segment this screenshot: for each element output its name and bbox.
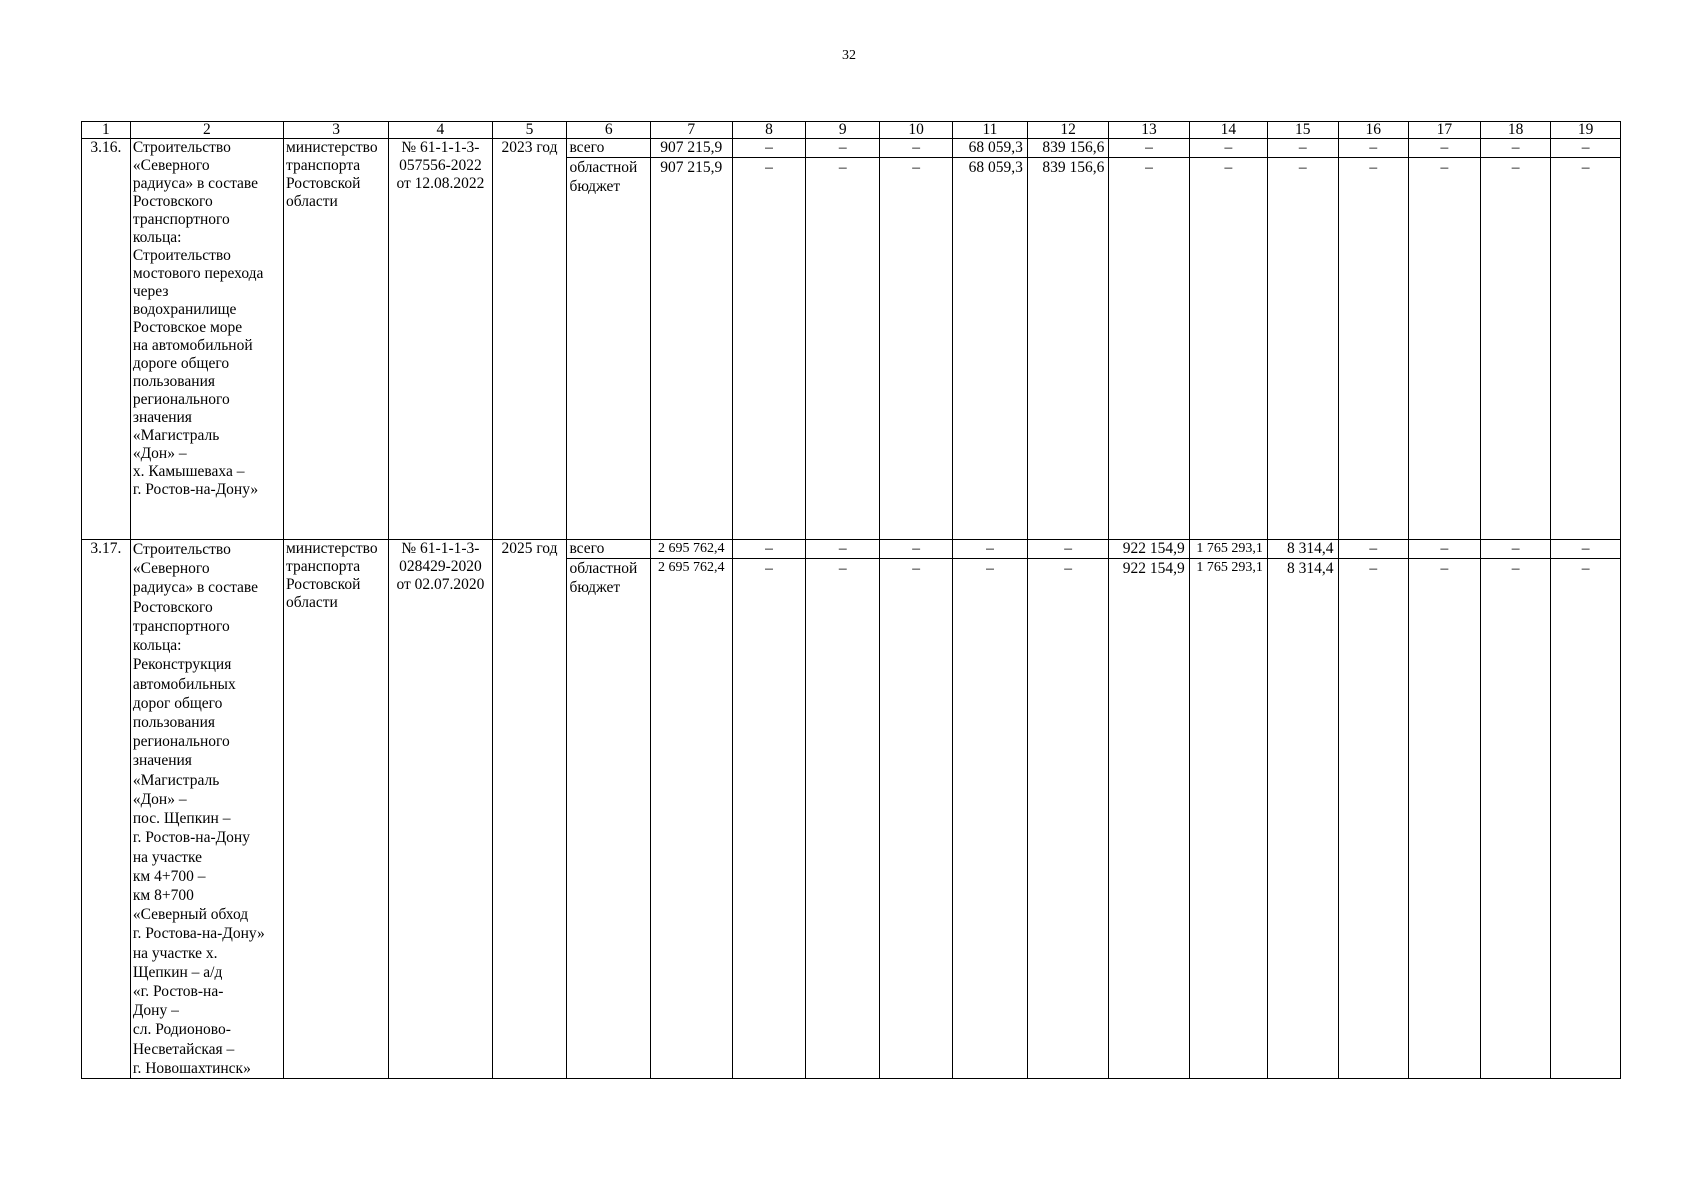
column-header: 10 [880,122,953,139]
cell-value: 8 314,4 [1267,540,1338,559]
cell-dash: – [806,139,880,158]
cell-dash: – [1338,139,1409,158]
column-header: 1 [82,122,131,139]
cell-dash: – [1109,139,1189,158]
header-row [82,122,1621,139]
item-number: 3.17. [82,540,131,1079]
column-header: 6 [567,122,651,139]
column-header: 13 [1109,122,1189,139]
financing-table [81,121,1621,1079]
cell-value: 68 059,3 [952,158,1027,540]
cell-dash: – [952,540,1027,559]
cell-dash: – [880,139,953,158]
cell-value: 68 059,3 [952,139,1027,158]
column-header: 15 [1267,122,1338,139]
cell-dash: – [1409,158,1481,540]
cell-total: 907 215,9 [651,139,732,158]
cell-dash: – [1551,540,1621,559]
column-header: 11 [952,122,1027,139]
cell-dash: – [732,559,806,1079]
cell-dash: – [952,559,1027,1079]
source-label: областной бюджет [567,559,651,1079]
column-header: 8 [732,122,806,139]
expertise-doc: № 61-1-1-3- 028429-2020 от 02.07.2020 [389,540,492,1079]
column-header: 17 [1409,122,1481,139]
cell-dash: – [880,540,953,559]
commissioning-year: 2025 год [492,540,567,1079]
column-header: 7 [651,122,732,139]
cell-dash: – [880,559,953,1079]
cell-dash: – [1409,139,1481,158]
cell-dash: – [1189,139,1267,158]
cell-dash: – [806,559,880,1079]
column-header: 9 [806,122,880,139]
cell-dash: – [1480,139,1551,158]
source-label: всего [567,139,651,158]
cell-value: 922 154,9 [1109,540,1189,559]
cell-dash: – [1551,139,1621,158]
object-name: Строительство «Северного радиуса» в составе Ростовского транспортного кольца: Строительство мостового перехода через водохранилище Ростовское море на автомобильной дороге общего пользования регионального значения «Магистраль «Дон» – х. Камышеваха – г. Ростов-на-Дону» [130,139,283,540]
column-header: 12 [1027,122,1108,139]
cell-dash: – [1027,540,1108,559]
cell-dash: – [1551,158,1621,540]
cell-dash: – [806,158,880,540]
cell-dash: – [1338,158,1409,540]
cell-dash: – [1480,559,1551,1079]
cell-dash: – [1409,559,1481,1079]
page-number: 32 [842,48,856,63]
column-header: 3 [283,122,388,139]
cell-dash: – [1267,158,1338,540]
cell-total: 2 695 762,4 [651,540,732,559]
column-header: 19 [1551,122,1621,139]
object-name: Строительство «Северного радиуса» в составе Ростовского транспортного кольца: Реконструкция автомобильных дорог общего пользования регионального значения «Магистраль «Дон» – пос. Щепкин – г. Ростов-на-Дону на участке км 4+700 – км 8+700 «Северный обход г. Ростова-на-Дону» на участке х. Щепкин – а/д «г. Ростов-на- Дону – сл. Родионово- Несветайская – г. Новошахтинск» [130,540,283,1079]
column-header: 16 [1338,122,1409,139]
responsible-org: министерство транспорта Ростовской области [283,540,388,1079]
cell-dash: – [1409,540,1481,559]
table-row-total [82,540,1621,559]
source-label: областной бюджет [567,158,651,540]
cell-dash: – [1338,540,1409,559]
cell-dash: – [1189,158,1267,540]
column-header: 14 [1189,122,1267,139]
item-number: 3.16. [82,139,131,540]
cell-dash: – [732,139,806,158]
cell-value: 8 314,4 [1267,559,1338,1079]
cell-dash: – [1027,559,1108,1079]
cell-value: 1 765 293,1 [1189,540,1267,559]
cell-value: 839 156,6 [1027,158,1108,540]
cell-dash: – [806,540,880,559]
table-row-total [82,139,1621,158]
expertise-doc: № 61-1-1-3- 057556-2022 от 12.08.2022 [389,139,492,540]
cell-value: 922 154,9 [1109,559,1189,1079]
cell-dash: – [1480,158,1551,540]
column-header: 18 [1480,122,1551,139]
source-label: всего [567,540,651,559]
cell-dash: – [732,158,806,540]
cell-value: 839 156,6 [1027,139,1108,158]
cell-dash: – [732,540,806,559]
commissioning-year: 2023 год [492,139,567,540]
cell-dash: – [1109,158,1189,540]
cell-total: 2 695 762,4 [651,559,732,1079]
column-header: 5 [492,122,567,139]
cell-value: 1 765 293,1 [1189,559,1267,1079]
cell-dash: – [1551,559,1621,1079]
column-header: 2 [130,122,283,139]
cell-dash: – [1338,559,1409,1079]
cell-dash: – [1267,139,1338,158]
cell-dash: – [880,158,953,540]
cell-total: 907 215,9 [651,158,732,540]
column-header: 4 [389,122,492,139]
cell-dash: – [1480,540,1551,559]
responsible-org: министерство транспорта Ростовской области [283,139,388,540]
